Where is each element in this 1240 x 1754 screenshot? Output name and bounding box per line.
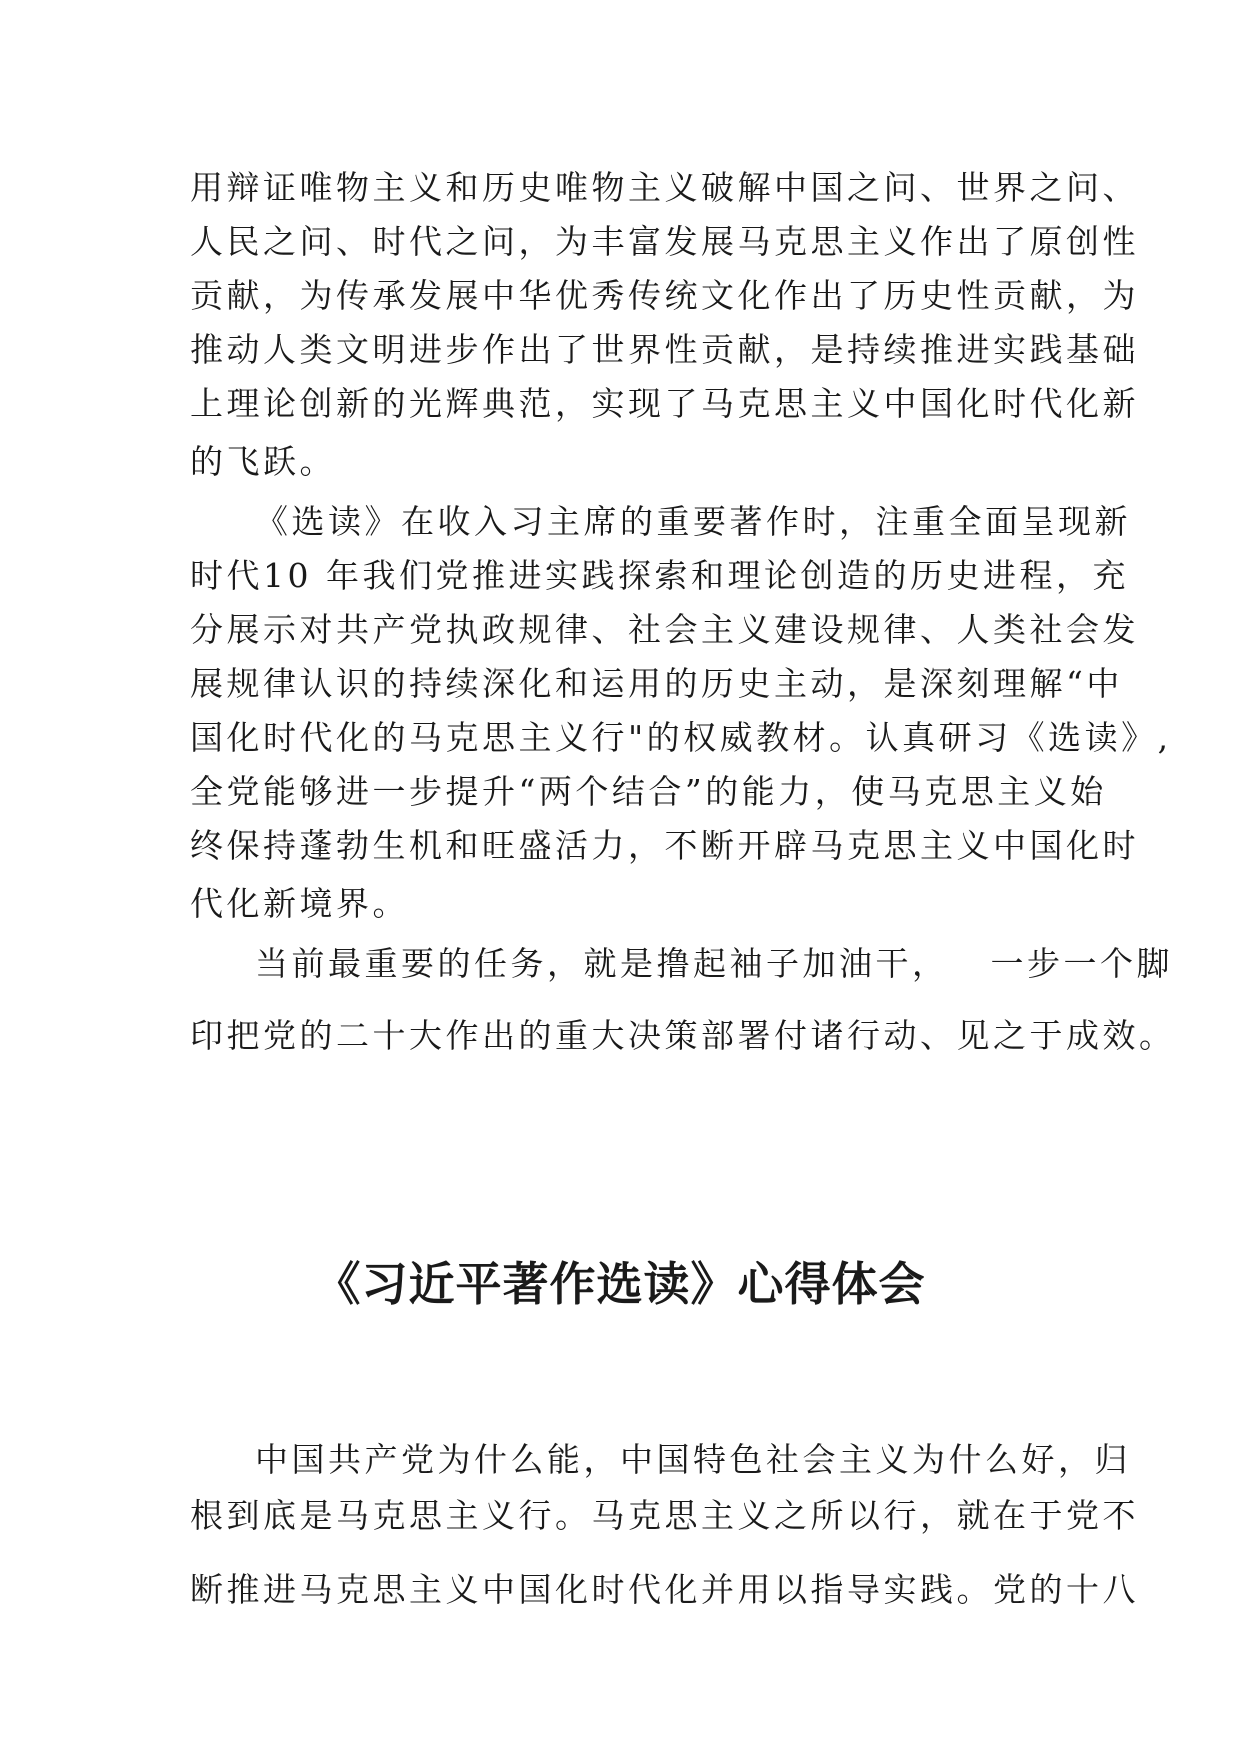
text-line: 时代10 年我们党推进实践探索和理论创造的历史进程，充 xyxy=(190,556,1129,595)
text-line: 印把党的二十大作出的重大决策部署付诸行动、见之于成效。 xyxy=(190,1016,1176,1055)
text-line: 断推进马克思主义中国化时代化并用以指导实践。党的十八 xyxy=(190,1570,1139,1609)
text-line: 上理论创新的光辉典范，实现了马克思主义中国化时代化新 xyxy=(190,384,1139,423)
text-line: 的飞跃。 xyxy=(190,442,336,481)
text-line: 贡献，为传承发展中华优秀传统文化作出了历史性贡献，为 xyxy=(190,276,1139,315)
text-line: 推动人类文明进步作出了世界性贡献，是持续推进实践基础 xyxy=(190,330,1139,369)
text-line: 分展示对共产党执政规律、社会主义建设规律、人类社会发 xyxy=(190,610,1139,649)
text-line: 终保持蓬勃生机和旺盛活力，不断开辟马克思主义中国化时 xyxy=(190,826,1139,865)
text-line: 全党能够进一步提升“两个结合”的能力，使马克思主义始 xyxy=(190,772,1107,811)
paragraph-start-line: 中国共产党为什么能，中国特色社会主义为什么好，归 xyxy=(255,1440,1131,1479)
text-line: 代化新境界。 xyxy=(190,884,409,923)
paragraph-start-line: 当前最重要的任务，就是撸起袖子加油干， 一步一个脚 xyxy=(255,944,1173,983)
paragraph-start-line: 《选读》在收入习主席的重要著作时，注重全面呈现新 xyxy=(255,502,1131,541)
text-line: 根到底是马克思主义行。马克思主义之所以行，就在于党不 xyxy=(190,1496,1139,1535)
text-line: 国化时代化的马克思主义行"的权威教材。认真研习《选读》, xyxy=(190,718,1172,757)
text-line: 用辩证唯物主义和历史唯物主义破解中国之问、世界之问、 xyxy=(190,168,1139,207)
section-title: 《习近平著作选读》心得体会 xyxy=(314,1257,926,1311)
text-line: 人民之问、时代之问，为丰富发展马克思主义作出了原创性 xyxy=(190,222,1139,261)
text-line: 展规律认识的持续深化和运用的历史主动，是深刻理解“中 xyxy=(190,664,1123,703)
